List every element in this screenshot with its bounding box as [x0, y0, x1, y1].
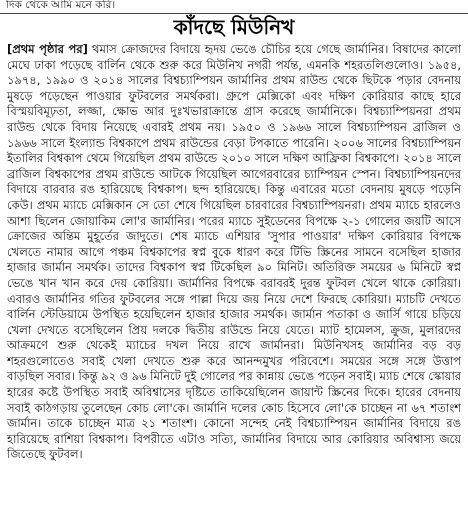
article-text: থমাস ক্রোজদের বিদায়ে হৃদয় ভেঙে চৌচির হয়ে গেছে জার্মানির। বিষাদের কালো মেঘে ঢাকা পড়েছে বার্লিন থেকে শুরু করে মিউনিখ নগরী পর্যন্ত, এমনকি শহরতলিগুলোও। ১৯৫৪, ১৯৭৪, ১৯৯০ ও ২০১৪ সালের বিশ্বচ্যাম্পিয়ন জার্মানির প্রথম রাউন্ড থেকে ছিটকে পড়ার বেদনায় মুষড়ে পড়েছেন পাওয়ার ফুটবলের সমর্থকরা। গ্রুপে মেক্সিকো এবং দক্ষিণ কোরিয়ার কাছে হারে বিস্ময়বিমূঢ়তা, লজ্জা, ক্ষোভ আর দুঃখভারাক্রান্তে গ্রাস করেছে জার্মানিকে। বিশ্বচ্যাম্পিয়নরা প্রথম রাউন্ড থেকে বিদায় নিয়েছে এবারই প্রথম নয়। ১৯৫০ ও ১৯৬৬ সালে বিশ্বচ্যাম্পিয়ন ব্রাজিল ও ১৯৬৬ সালে ইংল্যান্ড বিশ্বকাপে প্রথম রাউন্ডের বেড়া টপকাতে পারেনি। ২০০৬ সালের বিশ্বচ্যাম্পিয়ন ইতালির বিশ্বকাপ থেমে গিয়েছিল প্রথম রাউন্ডে ২০১০ সালে দক্ষিণ আফ্রিকা বিশ্বকাপে। ২০১৪ সালে ব্রাজিল বিশ্বকাপের প্রথম রাউন্ডে আটকে গিয়েছিল আগেরবারের চ্যাম্পিয়ন স্পেন। বিশ্বচ্যাম্পিয়নদের বিদায়ে বারবার রঙ হারিয়েছে বিশ্বকাপ। ছন্দ হারিয়েছে। কিন্তু এবারের মতো বেদনায় মুষড়ে পড়েনি কেউ। প্রথম ম্যাচে মেক্সিকান সে তো শেষে গিয়েছিল চারবারের বিশ্বচ্যাম্পিয়নরা। প্রথম ম্যাচে হারলেও আশা ছিলেন জোয়াকিম লো'র জার্মানির। পরের ম্যাচে সুইডেনের বিপক্ষে ২-১ গোলের জয়টি আসে ক্রোজের অন্তিম মুহূর্তের জাদুতে। শেষ ম্যাচে এশিয়ার 'সুপার পাওয়ার' দক্ষিণ কোরিয়ার বিপক্ষে খেলতে নামার আগে পঞ্চম বিশ্বকাপের স্বপ্ন বুকে ধারণ করে টিভি স্ক্রিনের সামনে বসেছিল হাজার হাজার জার্মান সমর্থক। তাদের বিশ্বকাপ স্বপ্ন টিকেছিল ৯০ মিনিট। অতিরিক্ত সময়ের ৬ মিনিটে স্বপ্ন ভেঙে খান খান করে দেয় কোরিয়া। জার্মানির বিপক্ষে বরাবরই দুরন্ত ফুটবল খেলে থাকে কোরিয়া। এবারও জার্মানির গতির ফুটবলের সঙ্গে পাল্লা দিয়ে জয় নিয়ে দেশে ফিরছে কোরিয়া। ম্যাচটি দেখতে বার্লিন স্টেডিয়ামে উপস্থিত হয়েছিলেন হাজার হাজার সমর্থক। জার্মান পতাকা ও জার্সি গায়ে চড়িয়ে খেলা দেখতে বসেছিলেন প্রিয় দলকে দ্বিতীয় রাউন্ডে নিয়ে যেতে। ম্যাট হামেলস, ক্রুজ, মুলারদের আক্রমণে শুরু থেকেই ম্যাচের দখল নিয়ে রাখে জার্মানরা। মিউনিখসহ জার্মানির বড় বড় শহরগুলোতেও সবাই খেলা দেখতে শুরু করে আনন্দমুখর পরিবেশে। সময়ের সঙ্গে সঙ্গে উত্তাপ বাড়ছিল সবার। কিন্তু ৯২ ও ৯৬ মিনিটে দুই গোলের পর কান্নায় ভেঙে পড়েন সবাই। ম্যাচ শেষে স্কোয়ার হারের কষ্টে উপস্থিত সবাই অবিশ্বাসের দৃষ্টিতে তাকিয়েছিলেন জায়ান্ট স্ক্রিনের দিকে। হারের বেদনায় সবাই কাঠগড়ায় তুলেছেন কোচ লো'কে। জার্মানি দলের কোচ হিসেবে লো'কে চাচ্ছেন না ৬৭ শতাংশ জার্মান। তাকে চাচ্ছেন মাত্র ২১ শতাংশ। কোনো সন্দেহ নেই বিশ্বচ্যাম্পিয়ন জার্মানির বিদায়ে রঙ হারিয়েছে রাশিয়া বিশ্বকাপ। বিপরীতে এটাও সত্যি, জার্মানির বিদায়ে আর কোরিয়ার অবিশ্বাস্য জয়ে জিতেছে ফুটবল। [7, 42, 461, 462]
article-body [7, 42, 461, 528]
source-tag: [প্রথম পৃষ্ঠার পর] [7, 42, 88, 56]
headline: কাঁদছে মিউনিখ [173, 15, 295, 39]
article-paragraph [7, 42, 461, 463]
previous-column-fragment: দিক থেকে আমি মনে করি। [6, 0, 116, 11]
